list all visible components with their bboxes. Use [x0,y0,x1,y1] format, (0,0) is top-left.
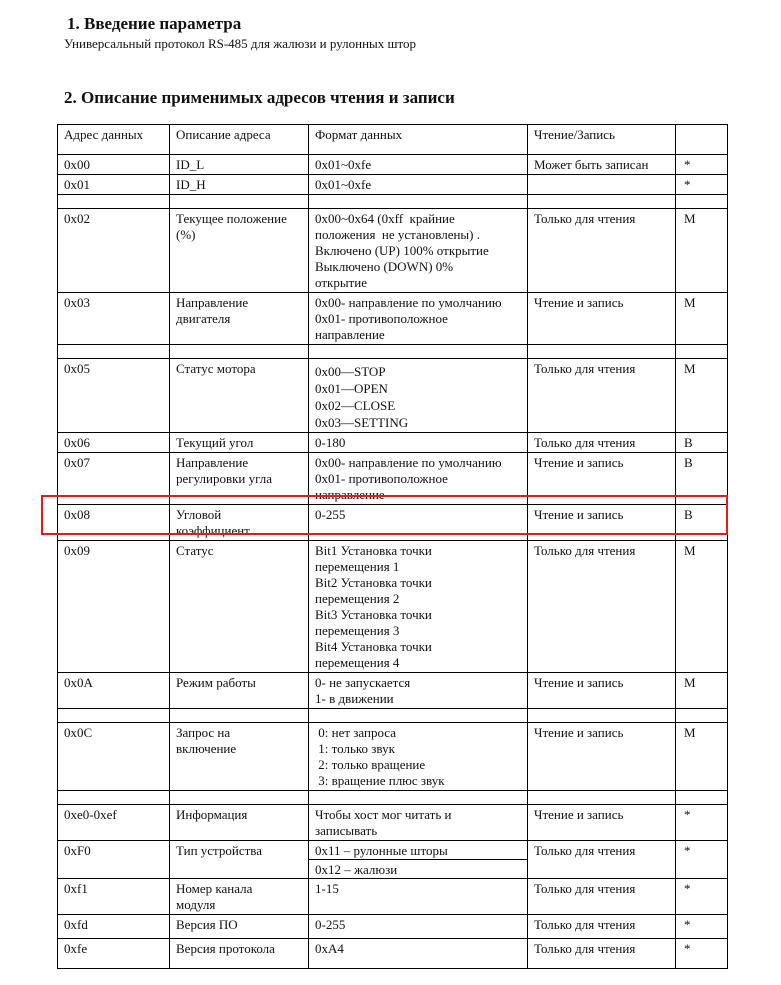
format-line: 2: только вращение [315,757,426,772]
address-cell: 0x00 [58,155,170,175]
address-cell: 0xfd [58,915,170,939]
format-line: Включено (UP) 100% открытие [315,243,489,258]
read-write-cell [528,175,676,195]
address-cell: 0xfe [58,939,170,969]
table-cell [170,345,309,359]
description-line: Версия протокола [176,941,275,956]
read-write-cell: Чтение и запись [528,723,676,791]
table-cell [528,195,676,209]
description-cell [170,155,309,175]
flag-cell: M [676,293,728,345]
format-cell [309,209,528,293]
description-line: Запрос на [176,725,231,740]
flag-cell: B [676,433,728,453]
table-row [58,841,728,879]
flag-cell: M [676,673,728,709]
description-cell [170,879,309,915]
format-cell [309,293,528,345]
format-line: Bit4 Установка точки [315,639,432,654]
description-line: Угловой [176,507,222,522]
read-write-cell: Только для чтения [528,541,676,673]
format-cell [309,915,528,939]
address-cell: 0xF0 [58,841,170,879]
flag-cell: * [676,155,728,175]
read-write-cell: Только для чтения [528,915,676,939]
description-cell [170,293,309,345]
format-line: 1: только звук [315,741,395,756]
format-cell [309,841,528,879]
table-cell [676,709,728,723]
format-line: 0xA4 [315,941,344,956]
description-line: Текущее положение [176,211,287,226]
address-table [57,124,728,969]
read-write-cell: Только для чтения [528,939,676,969]
table-row [58,879,728,915]
table-cell [309,791,528,805]
description-cell [170,805,309,841]
description-line: Номер канала [176,881,253,896]
table-cell [170,195,309,209]
flag-cell: * [676,805,728,841]
section-2-title: 2. Описание применимых адресов чтения и записи [64,88,455,107]
format-line: перемещения 1 [315,559,400,574]
format-line: открытие [315,275,367,290]
flag-cell: M [676,723,728,791]
format-line: 3: вращение плюс звук [315,773,445,788]
format-line: 0x01- противоположное [315,471,448,486]
description-line: Статус мотора [176,361,256,376]
table-header-row [58,125,728,155]
table-cell [528,345,676,359]
table-row [58,155,728,175]
format-cell [309,433,528,453]
table-cell [309,709,528,723]
address-cell: 0x0A [58,673,170,709]
description-line: коэффициент [176,523,250,538]
table-row [58,673,728,709]
format-cell [309,879,528,915]
table-cell [58,195,170,209]
description-line: двигателя [176,311,231,326]
description-line: Информация [176,807,248,822]
format-line: 0x00- направление по умолчанию [315,295,502,310]
header-address: Адрес данных [58,125,170,155]
header-read-write: Чтение/Запись [528,125,676,155]
description-line: Тип устройства [176,843,263,858]
address-cell: 0x08 [58,505,170,541]
table-row [58,209,728,293]
format-line: 0- не запускается [315,675,411,690]
address-cell: 0x0C [58,723,170,791]
section-1-title: 1. Введение параметра [67,14,242,33]
table-row [58,433,728,453]
table-row [58,293,728,345]
format-line: 0-180 [315,435,346,450]
read-write-cell: Чтение и запись [528,293,676,345]
format-line: перемещения 4 [315,655,400,670]
flag-cell: B [676,505,728,541]
description-cell [170,915,309,939]
description-line: модуля [176,897,216,912]
highlight-box [41,495,728,535]
description-cell [170,939,309,969]
flag-cell: * [676,915,728,939]
description-cell [170,841,309,879]
table-row [58,805,728,841]
format-line: 0x01—OPEN [315,381,388,396]
format-line: Выключено (DOWN) 0% [315,259,454,274]
description-line: включение [176,741,237,756]
address-cell: 0x02 [58,209,170,293]
format-line: перемещения 3 [315,623,400,638]
table-cell [676,195,728,209]
description-line: Режим работы [176,675,256,690]
description-line: регулировки угла [176,471,273,486]
table-cell [58,791,170,805]
description-cell [170,723,309,791]
format-line: Bit3 Установка точки [315,607,432,622]
flag-cell: M [676,541,728,673]
read-write-cell: Только для чтения [528,433,676,453]
table-cell [170,791,309,805]
flag-cell: * [676,841,728,879]
table-spacer-row [58,791,728,805]
description-cell [170,541,309,673]
description-line: Версия ПО [176,917,238,932]
address-cell: 0xe0-0xef [58,805,170,841]
table-spacer-row [58,709,728,723]
format-line: 0x00- направление по умолчанию [315,455,502,470]
format-cell [309,175,528,195]
format-cell [309,939,528,969]
read-write-cell: Только для чтения [528,841,676,879]
table-cell [528,791,676,805]
table-cell [676,345,728,359]
format-line: 0: нет запроса [315,725,396,740]
description-cell [170,175,309,195]
description-line: ID_H [176,177,206,192]
format-line: 1-15 [315,881,339,896]
format-line: направление [315,327,385,342]
read-write-cell: Чтение и запись [528,673,676,709]
format-line: записывать [315,823,378,838]
description-cell [170,673,309,709]
flag-cell: B [676,453,728,505]
format-cell [309,155,528,175]
format-line: Bit1 Установка точки [315,543,432,558]
read-write-cell: Только для чтения [528,359,676,433]
format-cell [309,673,528,709]
table-row [58,541,728,673]
table-row [58,939,728,969]
description-cell [170,433,309,453]
table-row [58,915,728,939]
flag-cell: * [676,939,728,969]
format-line: 0x01- противоположное [315,311,448,326]
format-line: 0x00—STOP [315,364,386,379]
header-flag [676,125,728,155]
table-cell [58,345,170,359]
table-cell [309,195,528,209]
description-line: Статус [176,543,214,558]
format-line: 0x00~0x64 (0xff крайние [315,211,455,226]
table-cell [676,791,728,805]
section-1-subtitle: Универсальный протокол RS-485 для жалюзи и рулонных штор [64,36,417,51]
format-line: перемещения 2 [315,591,400,606]
table-row [58,175,728,195]
read-write-cell: Чтение и запись [528,505,676,541]
description-cell [170,209,309,293]
address-cell: 0xf1 [58,879,170,915]
description-line: ID_L [176,157,205,172]
read-write-cell: Чтение и запись [528,805,676,841]
description-line: Текущий угол [176,435,254,450]
format-line: 1- в движении [315,691,394,706]
table-row [58,723,728,791]
address-cell: 0x01 [58,175,170,195]
format-line: 0x12 – жалюзи [309,859,527,878]
format-line: 0x11 – рулонные шторы [315,843,448,858]
format-cell [309,541,528,673]
format-line: Bit2 Установка точки [315,575,432,590]
table-cell [309,345,528,359]
address-cell: 0x09 [58,541,170,673]
flag-cell: * [676,175,728,195]
format-line: Чтобы хост мог читать и [315,807,452,822]
format-cell [309,723,528,791]
description-line: (%) [176,227,196,242]
format-line: направление [315,487,385,502]
flag-cell: * [676,879,728,915]
read-write-cell: Только для чтения [528,879,676,915]
table-cell [58,709,170,723]
table-cell [528,709,676,723]
header-format: Формат данных [309,125,528,155]
table-row [58,359,728,433]
read-write-cell: Чтение и запись [528,453,676,505]
flag-cell: M [676,209,728,293]
format-line: 0x01~0xfe [315,177,372,192]
format-line: 0x02—CLOSE [315,398,396,413]
format-cell [309,359,528,433]
address-cell: 0x05 [58,359,170,433]
read-write-cell: Может быть записан [528,155,676,175]
format-line: 0-255 [315,507,346,522]
description-cell [170,359,309,433]
table-spacer-row [58,195,728,209]
description-line: Направление [176,295,249,310]
header-description: Описание адреса [170,125,309,155]
table-cell [170,709,309,723]
description-line: Направление [176,455,249,470]
format-line: положения не установлены) . [315,227,480,242]
address-cell: 0x06 [58,433,170,453]
format-line: 0-255 [315,917,346,932]
format-line: 0x03—SETTING [315,415,409,430]
address-cell: 0x07 [58,453,170,505]
table-spacer-row [58,345,728,359]
address-cell: 0x03 [58,293,170,345]
flag-cell: M [676,359,728,433]
read-write-cell: Только для чтения [528,209,676,293]
format-cell [309,805,528,841]
format-line: 0x01~0xfe [315,157,372,172]
